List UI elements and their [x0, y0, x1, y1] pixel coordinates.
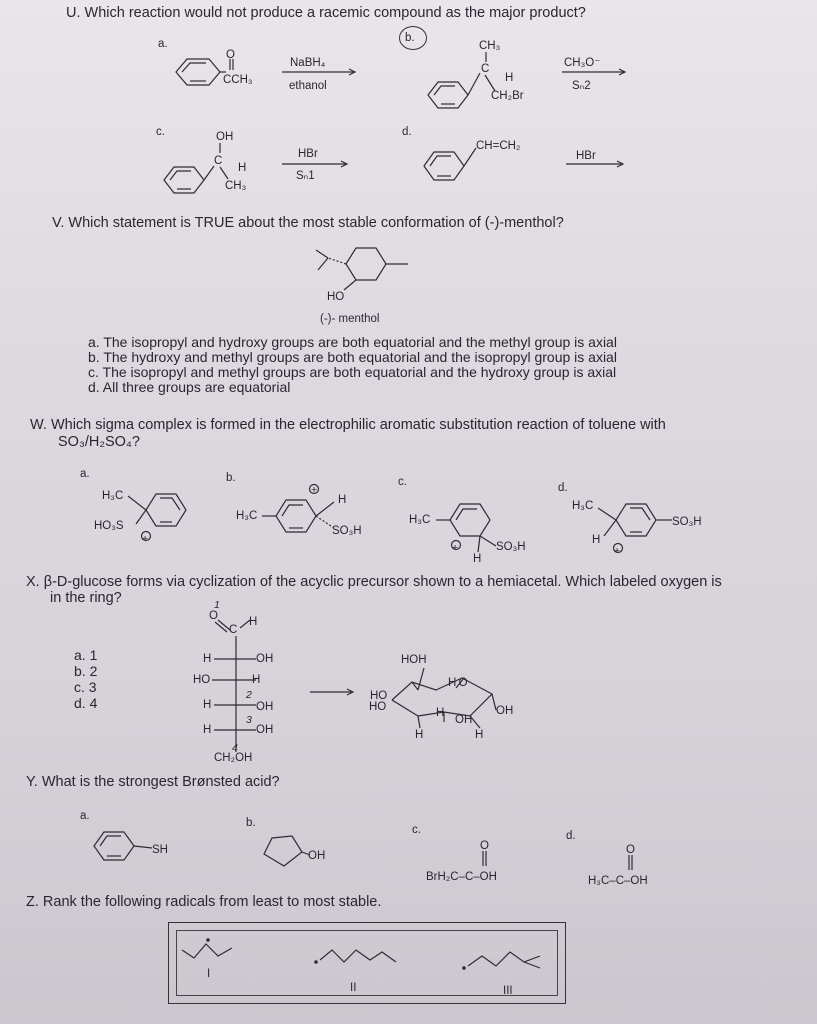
v-option-c: c. The isopropyl and methyl groups are both equatorial and the hydroxy group is axial — [88, 364, 617, 380]
w-b-methyl: H₃C — [236, 510, 258, 522]
v-ho-label: HO — [327, 291, 345, 303]
u-b-reaction-arrow — [562, 69, 625, 75]
w-option-d-letter: d. — [558, 482, 568, 494]
fischer-label-4: 4 — [232, 742, 238, 754]
radical-label-3: III — [503, 985, 513, 997]
x-option-d: d. 4 — [74, 695, 98, 711]
w-d-h: H — [592, 534, 601, 546]
w-c-ring-icon — [436, 504, 496, 552]
fischer-r1-right: OH — [256, 653, 274, 665]
u-a-reaction-arrow — [282, 69, 355, 75]
radical-label-2: II — [350, 982, 357, 994]
question-z-text: Z. Rank the following radicals from least to most stable. — [26, 894, 382, 910]
fischer-r1-left: H — [203, 653, 212, 665]
y-b-oh: OH — [308, 850, 326, 862]
fischer-r2-right: H — [252, 674, 261, 686]
u-option-d-letter: d. — [402, 126, 412, 138]
fischer-label-3: 3 — [246, 714, 252, 726]
radical-3-icon — [463, 952, 540, 969]
y-option-c-letter: c. — [412, 824, 421, 836]
u-a-solvent: ethanol — [289, 80, 327, 92]
v-menthol-caption: (-)- menthol — [320, 313, 380, 325]
x-option-a: a. 1 — [74, 647, 98, 663]
w-b-plus: + — [311, 484, 318, 496]
w-d-ring-icon — [598, 504, 672, 553]
u-option-c-letter: c. — [156, 126, 165, 138]
v-option-d: d. All three groups are equatorial — [88, 379, 291, 395]
w-b-ring-icon — [262, 485, 334, 533]
w-c-methyl: H₃C — [409, 514, 431, 526]
fischer-r4-right: OH — [256, 724, 274, 736]
w-a-methyl: H₃C — [102, 490, 124, 502]
y-b-cyclopentane-icon — [264, 836, 310, 866]
question-u-text: U. Which reaction would not produce a racemic compound as the major product? — [66, 5, 586, 21]
ring-ho-left1: HO — [370, 690, 388, 702]
u-a-carbonyl-o: O — [226, 49, 235, 61]
y-option-a-letter: a. — [80, 810, 90, 822]
y-c-carbonyl-icon — [483, 851, 486, 866]
u-b-carbon: C — [481, 63, 490, 75]
y-a-benzene-icon — [94, 832, 152, 860]
u-c-reagent: HBr — [298, 148, 318, 160]
ring-h2: H — [415, 729, 424, 741]
u-option-a-letter: a. — [158, 38, 168, 50]
u-a-acetyl: CCH₃ — [223, 74, 253, 86]
x-reaction-arrow — [310, 689, 353, 695]
w-d-plus: + — [614, 545, 621, 557]
w-b-h: H — [338, 494, 347, 506]
x-option-c: c. 3 — [74, 679, 97, 695]
y-d-o: O — [626, 844, 635, 856]
y-d-carbonyl-icon — [629, 855, 632, 870]
u-c-carbon: C — [214, 155, 223, 167]
u-c-oh: OH — [216, 131, 234, 143]
fischer-h: H — [249, 616, 258, 628]
u-d-reaction-arrow — [566, 161, 623, 167]
u-d-benzene-icon — [424, 148, 476, 180]
u-b-h: H — [505, 72, 514, 84]
v-option-a: a. The isopropyl and hydroxy groups are both equatorial and the methyl group is axial — [88, 334, 617, 350]
question-w-line2: SO₃/H₂SO₄? — [58, 434, 140, 450]
radical-1-icon — [182, 939, 232, 958]
v-menthol-ring-icon — [316, 248, 408, 290]
u-c-methyl: CH₃ — [225, 180, 247, 192]
y-option-b-letter: b. — [246, 817, 256, 829]
ring-h1: H — [436, 707, 445, 719]
u-c-condition: Sₙ1 — [296, 170, 315, 182]
ring-oh1: OH — [455, 714, 473, 726]
u-b-benzene-icon — [428, 52, 495, 108]
question-x-line1: X. β-D-glucose forms via cyclization of the acyclic precursor shown to a hemiacetal. Which labeled oxygen is — [26, 574, 722, 590]
fischer-label-1: 1 — [214, 599, 220, 611]
w-d-so3h: SO₃H — [672, 516, 702, 528]
question-w-line1: W. Which sigma complex is formed in the electrophilic aromatic substitution reaction of toluene with — [30, 417, 666, 433]
w-c-plus: + — [452, 542, 459, 554]
x-glucose-ring-icon — [392, 668, 496, 728]
w-a-plus: + — [142, 533, 149, 545]
y-option-d-letter: d. — [566, 830, 576, 842]
w-b-so3h: SO₃H — [332, 525, 362, 537]
fischer-r2-left: HO — [193, 674, 211, 686]
ring-hoh: HOH — [401, 654, 427, 666]
u-c-reaction-arrow — [282, 161, 347, 167]
w-a-so3h: HO₃S — [94, 520, 124, 532]
u-a-benzene-icon — [176, 59, 233, 85]
u-b-reagent: CH₃O⁻ — [564, 57, 601, 69]
v-option-b: b. The hydroxy and methyl groups are both equatorial and the isopropyl group is axial — [88, 349, 617, 365]
w-option-c-letter: c. — [398, 476, 407, 488]
u-a-reagent: NaBH₄ — [290, 57, 326, 69]
question-v-text: V. Which statement is TRUE about the most stable conformation of (-)-menthol? — [52, 215, 564, 231]
ring-h3: H — [475, 729, 484, 741]
y-d-formula: H₃C–C–OH — [588, 875, 648, 887]
ring-ho-top: H O — [448, 677, 468, 689]
ring-ho-left2: HO — [369, 701, 387, 713]
u-option-b-letter: b. — [405, 32, 415, 44]
fischer-r4-left: H — [203, 724, 212, 736]
y-c-formula: BrH₂C–C–OH — [426, 871, 497, 883]
question-x-line2: in the ring? — [50, 590, 122, 606]
w-d-methyl: H₃C — [572, 500, 594, 512]
u-d-vinyl: CH=CH₂ — [476, 140, 521, 152]
w-c-h: H — [473, 553, 482, 565]
fischer-o: O — [209, 610, 218, 622]
w-option-a-letter: a. — [80, 468, 90, 480]
w-a-ring-icon — [128, 494, 186, 541]
w-option-b-letter: b. — [226, 472, 236, 484]
radical-label-1: I — [207, 968, 211, 980]
fischer-label-2: 2 — [246, 689, 252, 701]
question-y-text: Y. What is the strongest Brønsted acid? — [26, 774, 280, 790]
u-b-ch2br: CH₂Br — [491, 90, 524, 102]
fischer-r3-left: H — [203, 699, 212, 711]
radical-2-icon — [315, 950, 396, 963]
u-c-h: H — [238, 162, 247, 174]
fischer-ch2oh: CH₂OH — [214, 752, 253, 764]
u-b-condition: Sₙ2 — [572, 80, 591, 92]
fischer-c: C — [229, 624, 238, 636]
u-b-methyl: CH₃ — [479, 40, 501, 52]
x-option-b: b. 2 — [74, 663, 98, 679]
u-c-benzene-icon — [164, 143, 228, 193]
y-a-sh: SH — [152, 844, 168, 856]
ring-oh2: OH — [496, 705, 514, 717]
fischer-r3-right: OH — [256, 701, 274, 713]
x-fischer-projection-icon — [212, 620, 256, 752]
w-c-so3h: SO₃H — [496, 541, 526, 553]
u-d-reagent: HBr — [576, 150, 596, 162]
y-c-o: O — [480, 840, 489, 852]
